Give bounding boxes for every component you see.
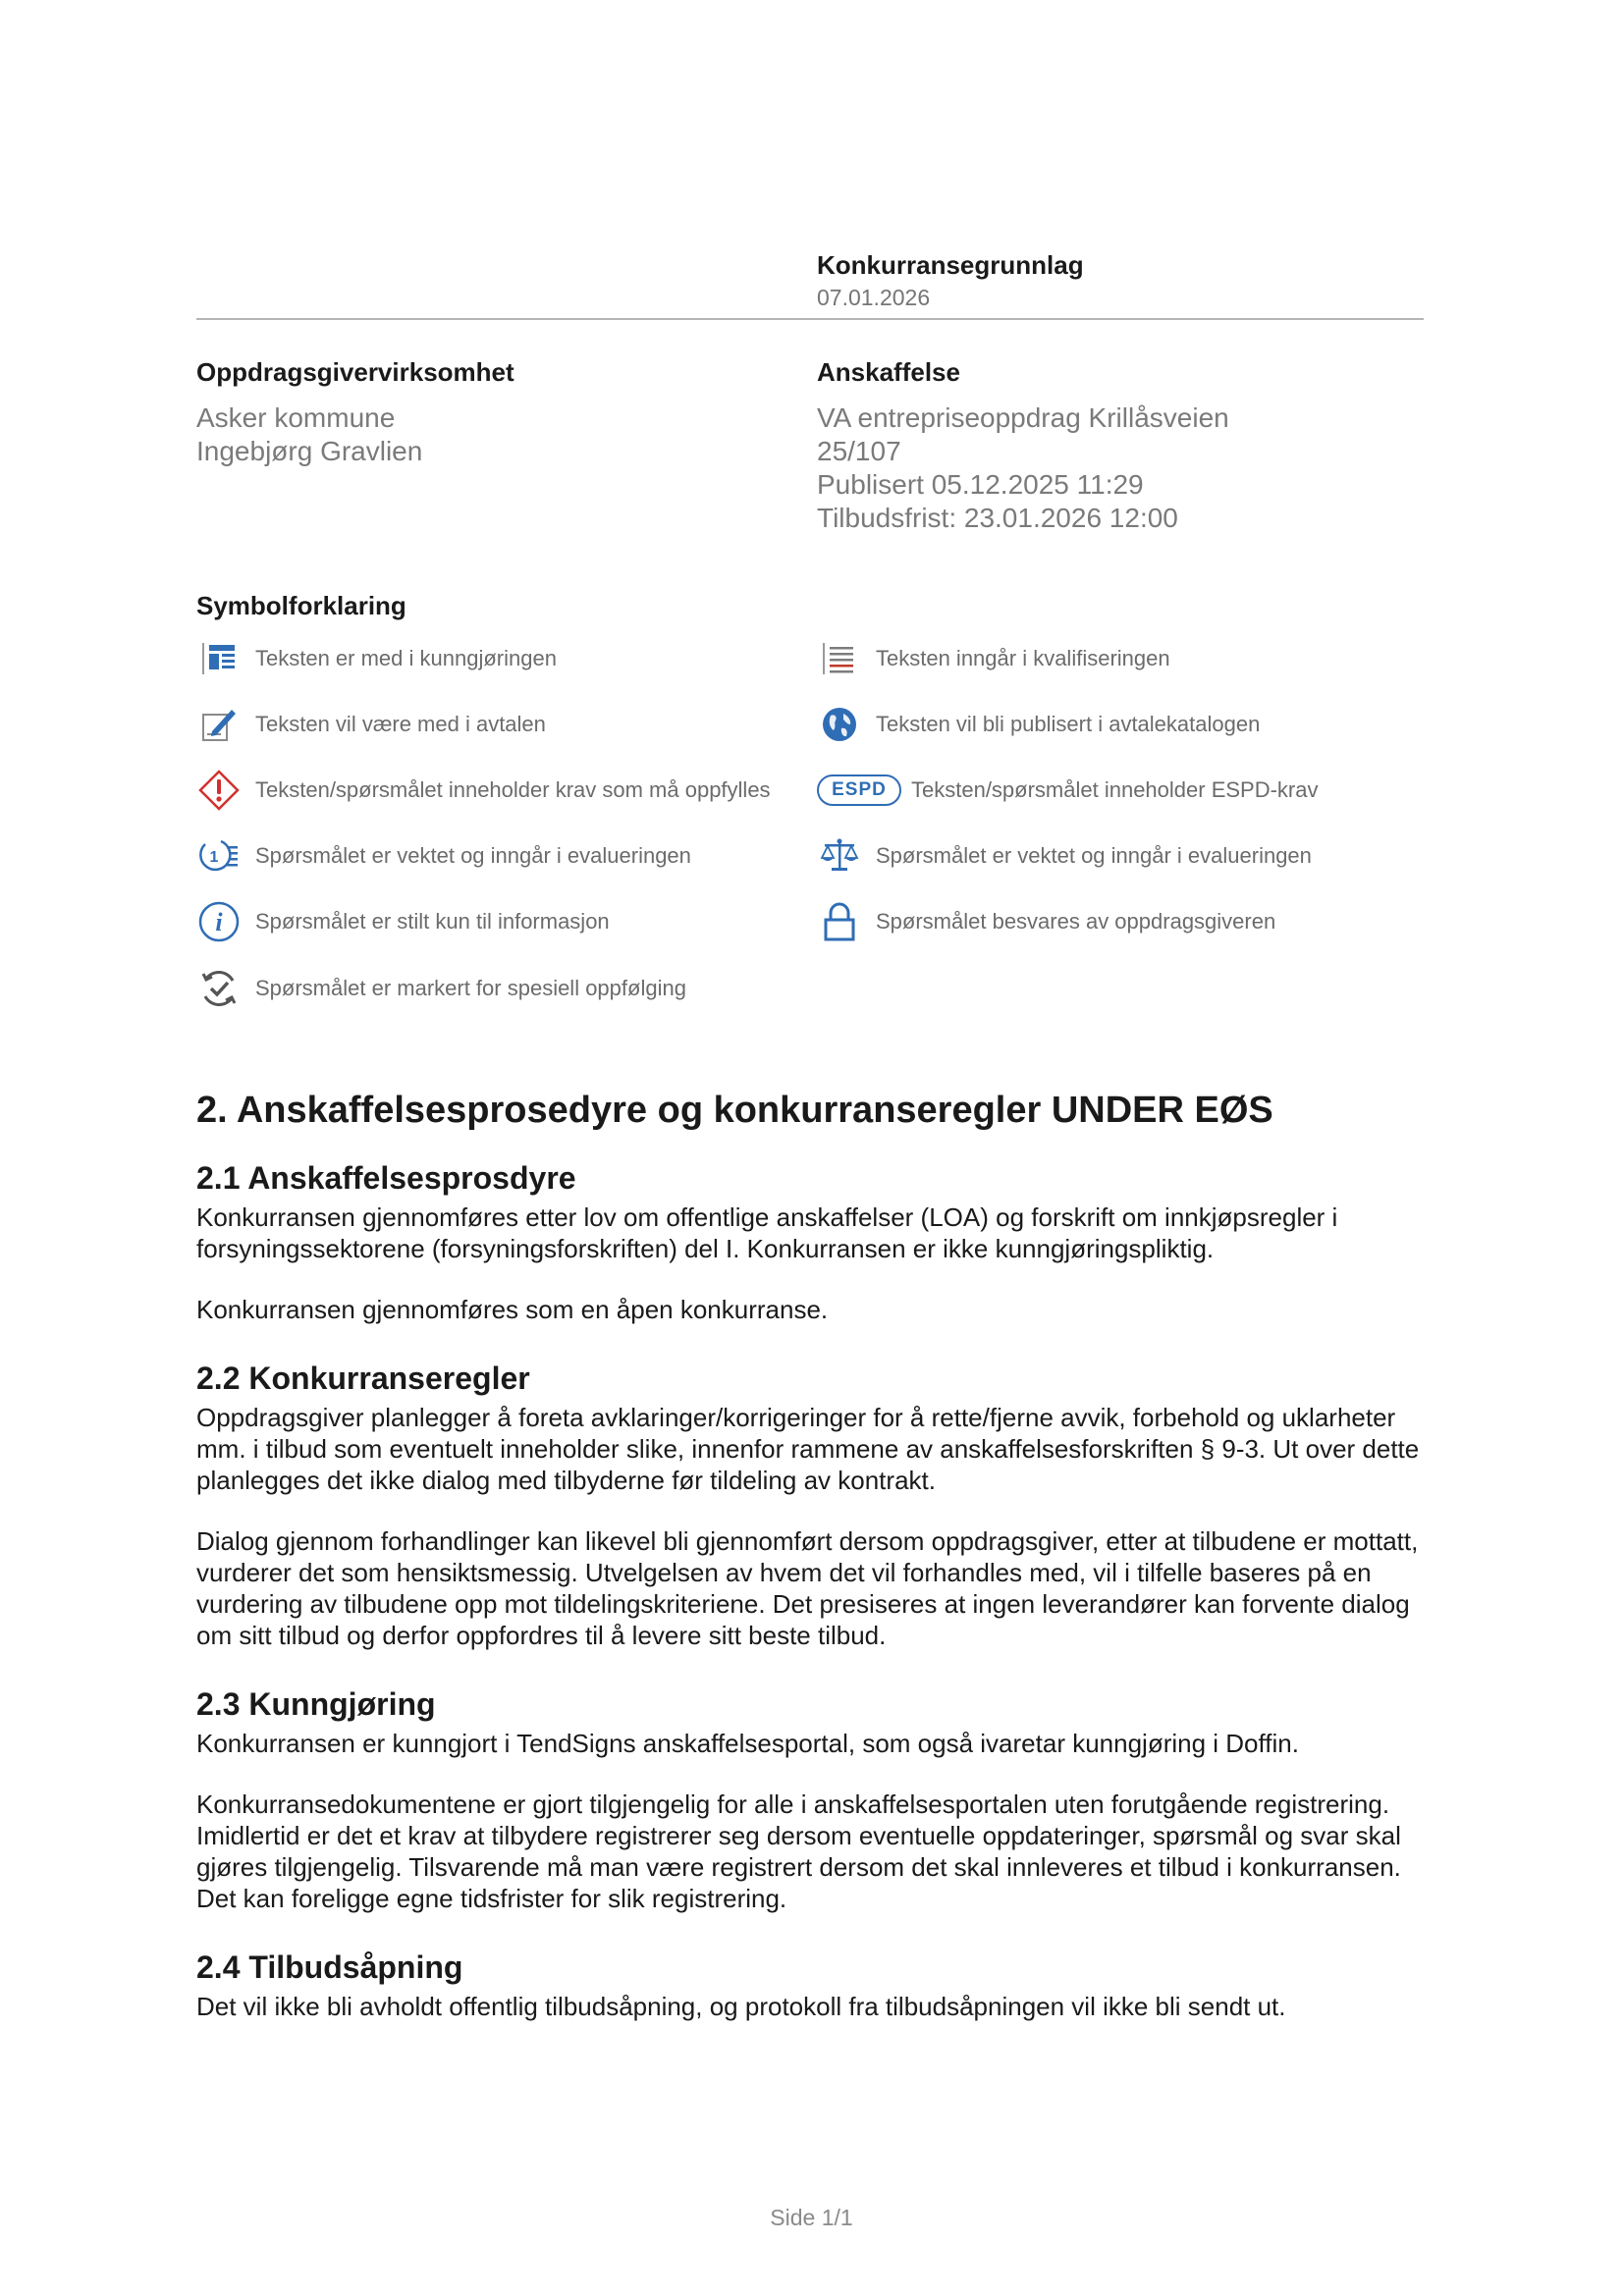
- paragraph: Konkurransen gjennomføres som en åpen konkurranse.: [196, 1295, 829, 1324]
- legend-label: Teksten vil bli publisert i avtalekatalogen: [876, 712, 1261, 736]
- legend-label: Spørsmålet er stilt kun til informasjon: [255, 909, 610, 934]
- legend-label: Teksten/spørsmålet inneholder ESPD-krav: [911, 777, 1319, 802]
- legend-label: Spørsmålet er vektet og inngår i evalueringen: [876, 843, 1312, 868]
- legend-label: Teksten/spørsmålet inneholder krav som må oppfylles: [255, 777, 771, 802]
- announcement-icon: [196, 636, 242, 681]
- espd-badge-icon: [817, 774, 901, 806]
- document-body: [196, 1088, 1424, 2022]
- paragraph: Konkurransen gjennomføres etter lov om offentlige anskaffelser (LOA) og forskrift om innkjøpsregler i forsyningssektorene (forsyningsforskriften) del I. Konkurransen er ikke kunngjøringspliktig.: [196, 1202, 1338, 1263]
- qualification-list-icon: [817, 636, 862, 681]
- client-line: Ingebjørg Gravlien: [196, 436, 423, 466]
- page-number: Side 1/1: [770, 2205, 853, 2230]
- legend-item: [817, 702, 1260, 747]
- document-date: 07.01.2026: [817, 285, 931, 310]
- procurement-heading: Anskaffelse: [817, 357, 960, 387]
- subsection-title: 2.1 Anskaffelsesprosdyre: [196, 1160, 576, 1196]
- legend-item: [196, 966, 686, 1011]
- legend-title: Symbolforklaring: [196, 591, 406, 620]
- section-title: 2. Anskaffelsesprosedyre og konkurranseregler UNDER EØS: [196, 1090, 1273, 1131]
- client-block: [196, 357, 785, 468]
- info-icon: [196, 899, 242, 944]
- weighted-list-icon: [196, 833, 242, 879]
- legend-label: Spørsmålet er markert for spesiell oppfølging: [255, 976, 686, 1000]
- subsection-title: 2.4 Tilbudsåpning: [196, 1949, 463, 1985]
- legend-item: [196, 702, 546, 747]
- document-page: [196, 0, 1424, 2296]
- requirement-warning-icon: [196, 768, 242, 813]
- espd-badge-text: ESPD: [832, 779, 887, 800]
- lock-icon: [817, 899, 862, 944]
- procurement-line: 25/107: [817, 436, 901, 466]
- legend-item: [817, 768, 1319, 813]
- subsection-title: 2.2 Konkurranseregler: [196, 1361, 530, 1396]
- subsection-title: 2.3 Kunngjøring: [196, 1686, 436, 1722]
- legend-item: [196, 636, 557, 681]
- paragraph: Konkurransen er kunngjort i TendSigns anskaffelsesportal, som også ivaretar kunngjøring i Doffin.: [196, 1729, 1299, 1758]
- legend-label: Spørsmålet besvares av oppdragsgiveren: [876, 909, 1276, 934]
- procurement-line: Tilbudsfrist: 23.01.2026 12:00: [817, 503, 1178, 533]
- globe-icon: [817, 702, 862, 747]
- legend-item: [196, 768, 771, 813]
- client-line: Asker kommune: [196, 402, 396, 433]
- followup-check-icon: [196, 966, 242, 1011]
- svg-text:i: i: [215, 908, 223, 936]
- paragraph: Oppdragsgiver planlegger å foreta avklaringer/korrigeringer for å rette/fjerne avvik, forbehold og uklarheter mm. i tilbud som eventuelt inneholder slike, innenfor rammene av anskaffelsesforskriften § 9-3. Ut over dette planlegges det ikke dialog med tilbyderne før tildeling av kontrakt.: [196, 1403, 1420, 1495]
- procurement-block: [817, 357, 1406, 535]
- contract-edit-icon: [196, 702, 242, 747]
- legend-item: [817, 899, 1275, 944]
- paragraph: Dialog gjennom forhandlinger kan likevel bli gjennomført dersom oppdragsgiver, etter at tilbudene er mottatt, vurderer det som hensiktsmessig. Utvelgelsen av hvem det vil forhandles med, vil i tilfelle baseres på en vurdering av tilbudene opp mot tildelingskriteriene. Det presiseres at ingen leverandører kan forvente dialog om sitt tilbud og derfor oppfordres til å levere sitt beste tilbud.: [196, 1526, 1419, 1650]
- scales-icon: [817, 833, 862, 879]
- client-heading: Oppdragsgivervirksomhet: [196, 357, 514, 387]
- legend-item: [196, 899, 610, 944]
- document-title: Konkurransegrunnlag: [817, 250, 1084, 280]
- document-header: [817, 250, 1084, 311]
- legend-label: Teksten vil være med i avtalen: [255, 712, 546, 736]
- legend-item: [817, 833, 1312, 879]
- legend-label: Spørsmålet er vektet og inngår i evalueringen: [255, 843, 691, 868]
- legend-item: [817, 636, 1170, 681]
- legend-item: [196, 833, 691, 879]
- symbol-legend: [196, 636, 1424, 1029]
- procurement-line: Publisert 05.12.2025 11:29: [817, 469, 1144, 500]
- legend-label: Teksten er med i kunngjøringen: [255, 646, 557, 670]
- svg-text:1: 1: [209, 849, 219, 866]
- legend-label: Teksten inngår i kvalifiseringen: [876, 646, 1170, 670]
- paragraph: Det vil ikke bli avholdt offentlig tilbudsåpning, og protokoll fra tilbudsåpningen vil ikke bli sendt ut.: [196, 1992, 1286, 2021]
- header-divider: [196, 318, 1424, 320]
- procurement-line: VA entrepriseoppdrag Krillåsveien: [817, 402, 1229, 433]
- paragraph: Konkurransedokumentene er gjort tilgjengelig for alle i anskaffelsesportalen uten forutgående registrering. Imidlertid er det et krav at tilbydere registrerer seg dersom eventuelle oppdateringer, spørsmål og svar skal gjøres tilgjengelig. Tilsvarende må man være registrert dersom det skal innleveres et tilbud i konkurransen. Det kan foreligge egne tidsfrister for slik registrering.: [196, 1789, 1401, 1913]
